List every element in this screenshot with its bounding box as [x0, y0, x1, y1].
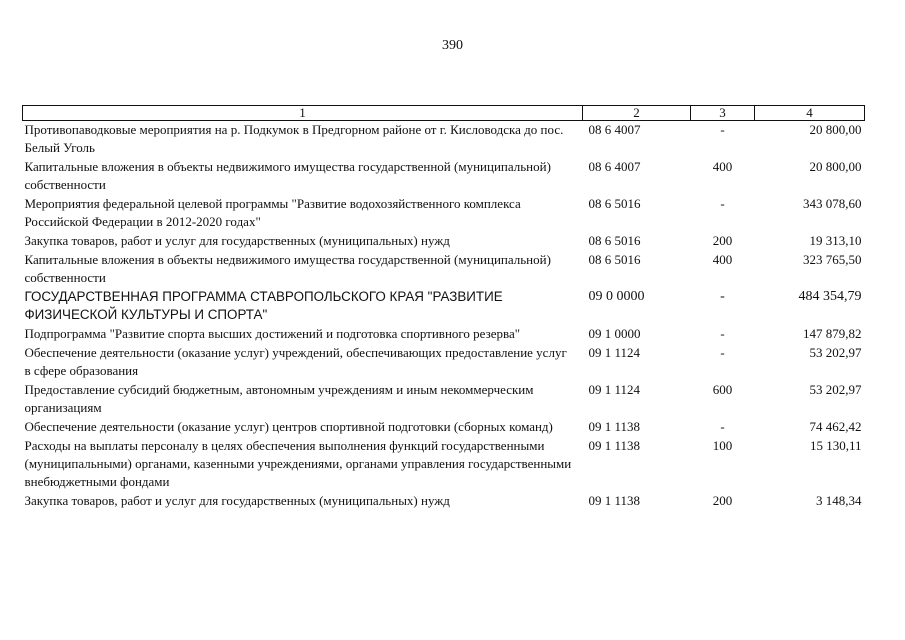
- budget-table: [22, 105, 865, 511]
- row-sum-cell: 323 765,50: [803, 252, 862, 267]
- table-row: [23, 418, 865, 437]
- row-code-cell: 09 1 1138: [588, 438, 641, 453]
- row-name-cell: Обеспечение деятельности (оказание услуг) центров спортивной подготовки (сборных команд): [24, 419, 553, 434]
- table-row: [23, 158, 865, 195]
- table-body: [23, 121, 865, 512]
- table-row: [23, 288, 865, 325]
- row-code-cell: 09 1 1124: [588, 382, 641, 397]
- row-sum-cell: 20 800,00: [809, 159, 862, 174]
- row-type-cell: -: [720, 419, 725, 434]
- row-type-cell: 100: [712, 438, 733, 453]
- row-code-cell: 08 6 4007: [588, 122, 641, 137]
- row-name-cell: Подпрограмма "Развитие спорта высших достижений и подготовка спортивного резерва": [24, 326, 521, 341]
- row-sum-cell: 20 800,00: [809, 122, 862, 137]
- row-sum-cell: 53 202,97: [809, 345, 862, 360]
- row-name-cell: Противопаводковые мероприятия на р. Подкумок в Предгорном районе от г. Кисловодска до пос. Белый Уголь: [24, 122, 564, 155]
- table-row: [23, 195, 865, 232]
- table-row: [23, 344, 865, 381]
- table-row: [23, 325, 865, 344]
- row-type-cell: 400: [712, 159, 733, 174]
- page-number: 390: [442, 38, 463, 53]
- row-type-cell: 200: [712, 233, 733, 248]
- row-code-cell: 08 6 4007: [588, 159, 641, 174]
- row-code-cell: 08 6 5016: [588, 233, 641, 248]
- row-type-cell: -: [720, 345, 725, 360]
- row-type-cell: -: [720, 326, 725, 341]
- row-sum-cell: 484 354,79: [798, 289, 862, 304]
- column-header-sum: 4: [755, 106, 865, 121]
- row-type-cell: 200: [712, 493, 733, 508]
- row-code-cell: 09 1 1138: [588, 493, 641, 508]
- table-row: [23, 232, 865, 251]
- row-name-cell: Капитальные вложения в объекты недвижимого имущества государственной (муниципальной) собственности: [24, 159, 551, 192]
- row-name-cell: Обеспечение деятельности (оказание услуг) учреждений, обеспечивающих предоставление услуг в сфере образования: [24, 345, 567, 378]
- column-header-name: 1: [23, 106, 583, 121]
- table-row: [23, 492, 865, 511]
- row-name-cell: Мероприятия федеральной целевой программы "Развитие водохозяйственного комплекса Российской Федерации в 2012-2020 годах": [24, 196, 521, 229]
- row-type-cell: 400: [712, 252, 733, 267]
- row-name-cell: ГОСУДАРСТВЕННАЯ ПРОГРАММА СТАВРОПОЛЬСКОГО КРАЯ "РАЗВИТИЕ ФИЗИЧЕСКОЙ КУЛЬТУРЫ И СПОРТА": [24, 289, 503, 322]
- table-row: [23, 251, 865, 288]
- row-type-cell: -: [720, 196, 725, 211]
- row-code-cell: 09 1 1124: [588, 345, 641, 360]
- row-sum-cell: 15 130,11: [809, 438, 862, 453]
- row-code-cell: 09 0 0000: [588, 289, 645, 304]
- row-sum-cell: 74 462,42: [809, 419, 862, 434]
- column-header-code: 2: [583, 106, 691, 121]
- row-code-cell: 08 6 5016: [588, 252, 641, 267]
- row-code-cell: 09 1 1138: [588, 419, 641, 434]
- row-sum-cell: 343 078,60: [803, 196, 862, 211]
- row-sum-cell: 147 879,82: [803, 326, 862, 341]
- row-name-cell: Закупка товаров, работ и услуг для государственных (муниципальных) нужд: [24, 493, 450, 508]
- row-sum-cell: 19 313,10: [809, 233, 862, 248]
- row-type-cell: -: [720, 122, 725, 137]
- row-name-cell: Предоставление субсидий бюджетным, автономным учреждениям и иным некоммерческим организациям: [24, 382, 534, 415]
- table-row: [23, 437, 865, 492]
- column-header-type: 3: [691, 106, 755, 121]
- table-header-row: [23, 106, 865, 121]
- row-name-cell: Закупка товаров, работ и услуг для государственных (муниципальных) нужд: [24, 233, 450, 248]
- row-type-cell: 600: [712, 382, 733, 397]
- row-name-cell: Капитальные вложения в объекты недвижимого имущества государственной (муниципальной) собственности: [24, 252, 551, 285]
- table-row: [23, 381, 865, 418]
- table-row: [23, 121, 865, 159]
- row-sum-cell: 3 148,34: [816, 493, 862, 508]
- row-name-cell: Расходы на выплаты персоналу в целях обеспечения выполнения функций государственными (муниципальными) органами, казенными учреждениями, органами управления государственными внебюджетными фондами: [24, 438, 572, 489]
- row-code-cell: 09 1 0000: [588, 326, 641, 341]
- row-type-cell: -: [720, 289, 725, 304]
- row-code-cell: 08 6 5016: [588, 196, 641, 211]
- row-sum-cell: 53 202,97: [809, 382, 862, 397]
